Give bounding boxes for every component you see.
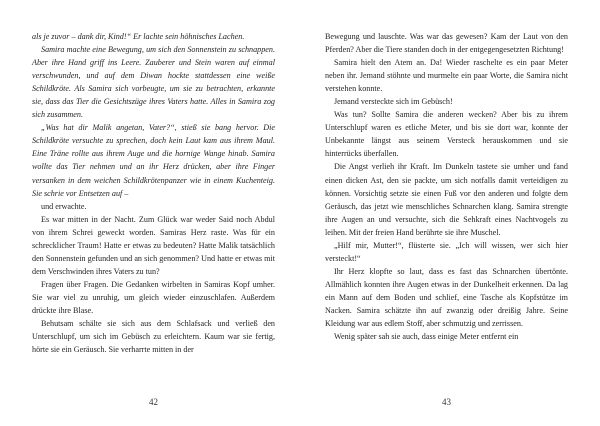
paragraph: Fragen über Fragen. Die Gedanken wirbelten in Samiras Kopf umher. Sie war viel zu unruhig, um gleich wieder einzuschlafen. Außerdem drückte ihre Blase. bbox=[32, 279, 275, 315]
paragraph: Jemand versteckte sich im Gebüsch! bbox=[334, 97, 453, 107]
paragraph: Die Angst verlieh ihr Kraft. Im Dunkeln tastete sie umher und fand einen dicken Ast, den sie packte, um sich notfalls damit verteidigen zu können. Vorsichtig setzte sie einen Fuß vor den anderen und folgte dem Geräusch, das jetzt wie menschliches Schnarchen klang. Samira strengte ihre Augen an und versuchte, sich die Sehkraft eines Nachtvogels zu leihen. Mit der freien Hand berührte sie ihre Muschel. bbox=[325, 162, 568, 237]
paragraph: Was tun? Sollte Samira die anderen wecken? Aber bis zu ihrem Unterschlupf waren es etliche Meter, und bis sie dort war, konnte der Unbekannte längst aus seinem Versteck herauskommen und sie hinterrücks überfallen. bbox=[325, 110, 568, 159]
paragraph: Samira machte eine Bewegung, um sich den Sonnenstein zu schnappen. Aber ihre Hand griff ins Leere. Zauberer und Stein waren auf einmal verschwunden, und auf dem Diwan hockte stattdessen eine weiße Schildkröte. Als Samira sich vorbeugte, um sie zu betrachten, erkannte sie, dass das Tier die Gesichtszüge ihres Vaters hatte. Alles in Samira zog sich zusammen. bbox=[32, 45, 275, 120]
paragraph: und erwachte. bbox=[41, 201, 87, 211]
paragraph: Bewegung und lauschte. Was war das gewesen? Kam der Laut von den Pferden? Aber die Tiere standen doch in der entgegengesetzten Richtung! bbox=[325, 32, 568, 55]
paragraph: Wenig später sah sie auch, dass einige Meter entfernt ein bbox=[334, 332, 519, 342]
right-page-number: 43 bbox=[442, 397, 451, 407]
paragraph: „Hilf mir, Mutter!“, flüsterte sie. „Ich will wissen, wer sich hier versteckt!“ bbox=[325, 240, 568, 263]
paragraph: als je zuvor – dank dir, Kind!“ Er lachte sein höhnisches Lachen. bbox=[32, 32, 245, 41]
paragraph: Es war mitten in der Nacht. Zum Glück war weder Said noch Abdul von ihrem Schrei geweckt worden. Samiras Herz raste. Was für ein schrecklicher Traum! Hatte er etwas zu bedeuten? Hatte Malik tatsächlich den Sonnenstein gefunden und an sich genommen? Und hatte er etwas mit dem Verschwinden ihres Vaters zu tun? bbox=[32, 214, 275, 276]
paragraph: Behutsam schälte sie sich aus dem Schlafsack und verließ den Unterschlupf, um sich im Gebüsch zu erleichtern. Kaum war sie fertig, hörte sie ein Geräusch. Sie verharrte mitten in der bbox=[32, 319, 275, 355]
paragraph: Samira hielt den Atem an. Da! Wieder raschelte es ein paar Meter neben ihr. Jemand stöhnte und murmelte ein paar Worte, die Samira nicht verstehen konnte. bbox=[325, 58, 568, 94]
left-page-number: 42 bbox=[149, 397, 158, 407]
paragraph: Ihr Herz klopfte so laut, dass es fast das Schnarchen übertönte. Allmählich konnten ihre Augen etwas in der Dunkelheit erkennen. Da lag ein Mann auf dem Boden und schlief, eine Tasche als Kopfstütze im Nacken. Samira schätzte ihn auf zwanzig oder dreißig Jahre. Seine Kleidung war aus edlem Stoff, aber schmutzig und zerrissen. bbox=[325, 266, 568, 329]
paragraph: „Was hat dir Malik angetan, Vater?“, stieß sie bang hervor. Die Schildkröte versuchte zu sprechen, doch kein Laut kam aus ihrem Maul. Eine Träne rollte aus ihrem Auge und die hornige Wange hinab. Samira wollte das Tier nehmen und an ihr Herz drücken, aber ihre Finger versanken in dem weichen Schildkrötenpanzer wie in einem Kuchenteig. Sie schrie vor Entsetzen auf – bbox=[32, 123, 275, 198]
right-page-text bbox=[325, 30, 568, 343]
left-page-text bbox=[32, 30, 275, 356]
